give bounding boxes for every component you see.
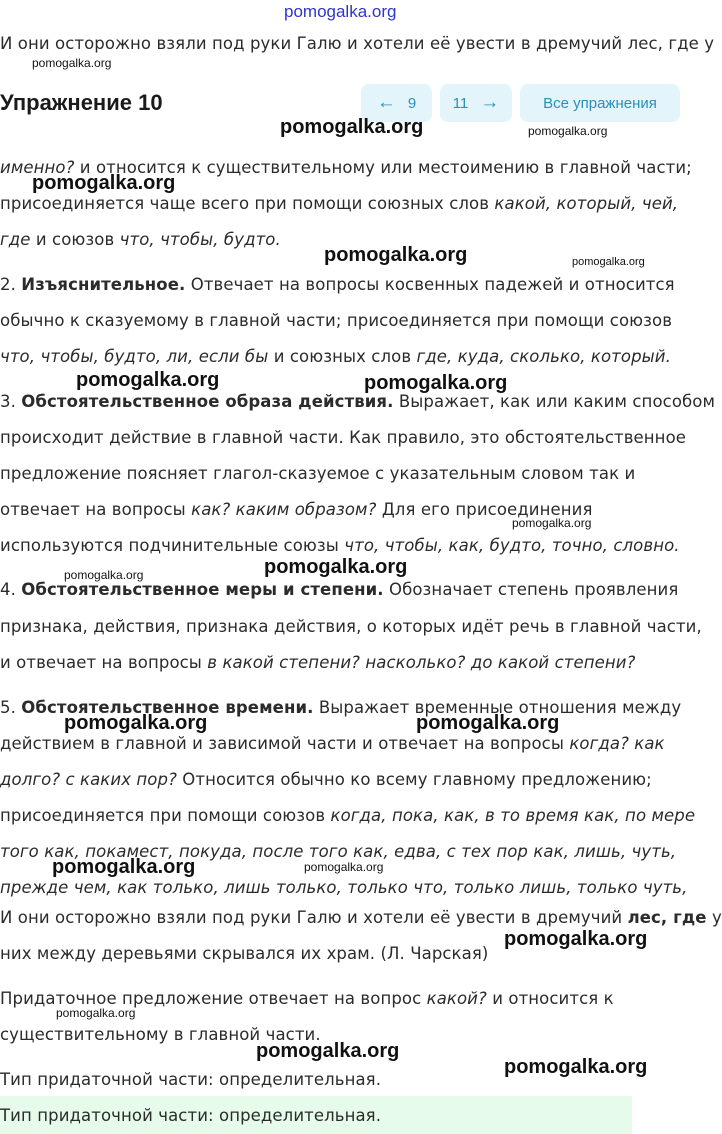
rule5-line2: действием в главной и зависимой части и отвечает на вопросы когда? как <box>0 734 665 753</box>
watermark: pomogalka.org <box>324 244 468 266</box>
all-exercises-label: Все упражнения <box>543 94 657 112</box>
explanation-line1: Придаточное предложение отвечает на вопрос какой? и относится к <box>0 989 614 1008</box>
next-exercise-label: 11 <box>452 94 469 112</box>
all-exercises-button[interactable] <box>520 84 680 122</box>
watermark: pomogalka.org <box>504 928 648 950</box>
watermark: pomogalka.org <box>280 116 424 138</box>
answer-text: Тип придаточной части: определительная. <box>0 1106 382 1125</box>
page-title: Упражнение 10 <box>0 90 163 115</box>
rule3-line2: происходит действие в главной части. Как правило, это обстоятельственное <box>0 428 687 447</box>
watermark: pomogalka.org <box>64 568 144 582</box>
watermark: pomogalka.org <box>512 516 592 530</box>
intro-text: И они осторожно взяли под руки Галю и хотели её увести в дремучий лес, где у <box>0 34 715 53</box>
rule4-line3: и отвечает на вопросы в какой степени? насколько? до какой степени? <box>0 653 636 672</box>
watermark: pomogalka.org <box>56 1006 136 1020</box>
rule3-line5: используются подчинительные союзы что, чтобы, как, будто, точно, словно. <box>0 536 680 555</box>
watermark: pomogalka.org <box>264 556 408 578</box>
rule2-line1: 2. Изъяснительное. Отвечает на вопросы косвенных падежей и относится <box>0 275 675 294</box>
rule3-line3: предложение поясняет глагол-сказуемое с указательным словом так и <box>0 464 636 483</box>
rule4-line1: 4. Обстоятельственное меры и степени. Обозначает степень проявления <box>0 580 679 599</box>
watermark: pomogalka.org <box>32 172 176 194</box>
rule4-line2: признака, действия, признака действия, о которых идёт речь в главной части, <box>0 617 702 636</box>
watermark: pomogalka.org <box>32 56 112 70</box>
watermark: pomogalka.org <box>64 712 208 734</box>
prev-exercise-label: 9 <box>407 94 417 112</box>
watermark: pomogalka.org <box>76 369 220 391</box>
example-line1: И они осторожно взяли под руки Галю и хотели её увести в дремучий лес, где у <box>0 908 722 927</box>
type-line: Тип придаточной части: определительная. <box>0 1070 382 1089</box>
rule5-line1: 5. Обстоятельственное времени. Выражает временные отношения между <box>0 698 682 717</box>
rule5-line3: долго? с каких пор? Относится обычно ко всему главному предложению; <box>0 770 652 789</box>
rule2-line2: обычно к сказуемому в главной части; присоединяется при помощи союзов <box>0 311 673 330</box>
watermark: pomogalka.org <box>256 1040 400 1062</box>
explanation-line2: существительному в главной части. <box>0 1025 321 1044</box>
rule5-line4: присоединяется при помощи союзов когда, пока, как, в то время как, по мере <box>0 806 696 825</box>
watermark: pomogalka.org <box>572 256 645 268</box>
rule3-line4: отвечает на вопросы как? каким образом? Для его присоединения <box>0 500 593 519</box>
next-exercise-button[interactable] <box>440 84 512 122</box>
watermark: pomogalka.org <box>528 124 608 138</box>
watermark-top: pomogalka.org <box>284 2 397 21</box>
watermark: pomogalka.org <box>416 712 560 734</box>
rule2-line3: что, чтобы, будто, ли, если бы и союзных слов где, куда, сколько, который. <box>0 347 671 366</box>
arrow-left-icon: ← <box>376 92 396 113</box>
watermark: pomogalka.org <box>504 1056 648 1078</box>
rule5-line6: прежде чем, как только, лишь только, только что, только лишь, только чуть, <box>0 878 688 897</box>
rule5-line5: того как, покамест, покуда, после того как, едва, с тех пор как, лишь, чуть, <box>0 842 677 861</box>
rule1-line3: где и союзов что, чтобы, будто. <box>0 230 281 249</box>
example-line2: них между деревьями скрывался их храм. (Л. Чарская) <box>0 944 489 963</box>
arrow-right-icon: → <box>480 92 500 113</box>
rule1-line2: присоединяется чаще всего при помощи союзных слов какой, который, чей, <box>0 194 679 213</box>
rule3-line1: 3. Обстоятельственное образа действия. Выражает, как или каким способом <box>0 392 716 411</box>
watermark: pomogalka.org <box>52 856 196 878</box>
watermark: pomogalka.org <box>364 372 508 394</box>
watermark: pomogalka.org <box>304 860 384 874</box>
rule1-line1: именно? и относится к существительному или местоимению в главной части; <box>0 158 692 177</box>
